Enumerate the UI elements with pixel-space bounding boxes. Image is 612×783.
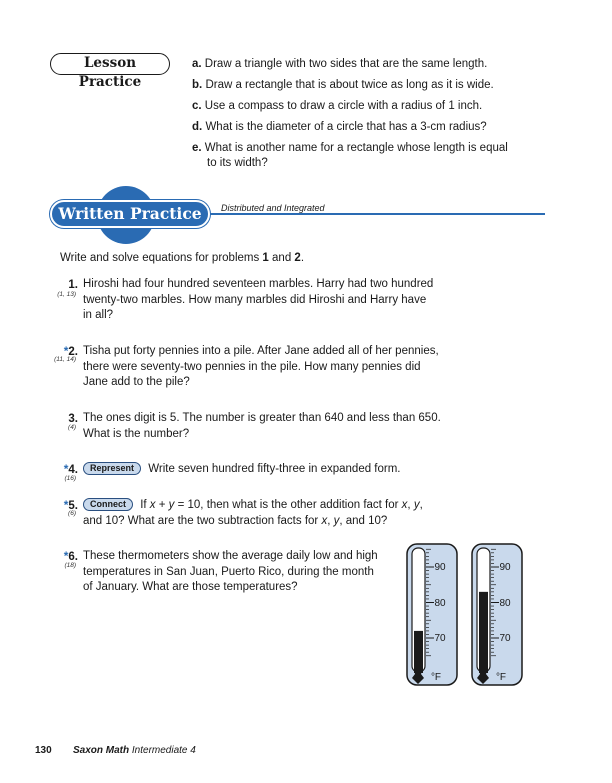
thermometer-low-graphic <box>406 543 458 686</box>
written-practice-badge: Written Practice <box>50 200 210 228</box>
problem-5-number: *5. <box>63 498 78 512</box>
problem-6-reference: (18) <box>64 562 76 569</box>
problem-3-number: 3. <box>68 413 78 425</box>
thermometer-low-label-80: 80 <box>434 598 446 609</box>
problem-4-text: Represent Write seven hundred fifty-three in expanded form. <box>83 462 401 478</box>
problem-4-number: *4. <box>63 462 78 476</box>
problem-2-reference: (11, 14) <box>54 356 76 363</box>
lesson-practice-badge: Lesson Practice <box>50 53 170 75</box>
problem-3-text: The ones digit is 5. The number is greater than 640 and less than 650. What is the number? <box>83 412 441 440</box>
lesson-practice-item-a: a. Draw a triangle with two sides that are the same length. <box>192 58 488 70</box>
problem-1-reference: (1, 13) <box>57 291 76 298</box>
thermometer-high-graphic <box>471 543 523 686</box>
problem-3-reference: (4) <box>68 424 76 431</box>
problem-1-number: 1. <box>68 279 78 291</box>
problem-2-number: *2. <box>63 344 78 358</box>
thermometer-low-label-90: 90 <box>434 562 446 573</box>
lesson-practice-item-d: d. What is the diameter of a circle that has a 3-cm radius? <box>192 121 487 133</box>
thermometer-high-mercury <box>479 592 488 673</box>
thermometer-low-label-70: 70 <box>434 633 446 644</box>
problem-5-reference: (6) <box>68 510 76 517</box>
thermometer-low-mercury <box>414 631 423 673</box>
problem-6-number: *6. <box>63 549 78 563</box>
book-title: Saxon Math Intermediate 4 <box>73 745 196 756</box>
problem-4-reference: (16) <box>64 475 76 482</box>
thermometer-high-label-90: 90 <box>499 562 511 573</box>
thermometer-low-unit: °F <box>430 672 442 683</box>
thermometer-high-label-80: 80 <box>499 598 511 609</box>
problem-2-text: Tisha put forty pennies into a pile. After Jane added all of her pennies, there were seventy-two pennies in the pile. How many pennies did Jane add to the pile? <box>83 345 439 388</box>
page-number: 130 <box>35 745 52 756</box>
thermometer-low <box>406 543 458 686</box>
lesson-practice-item-b: b. Draw a rectangle that is about twice as long as it is wide. <box>192 79 494 91</box>
written-practice-rule <box>205 213 545 215</box>
connect-tag: Connect <box>83 498 133 511</box>
thermometer-high-unit: °F <box>495 672 507 683</box>
thermometer-high-label-70: 70 <box>499 633 511 644</box>
written-practice-intro: Write and solve equations for problems 1 and 2. <box>60 252 305 264</box>
problem-6-text: These thermometers show the average daily low and high temperatures in San Juan, Puerto Rico, during the month of January. What are those temperatures? <box>83 550 378 593</box>
problem-5-text: Connect If x + y = 10, then what is the other addition fact for x, y, and 10? What are the two subtraction facts for x, y, and 10? <box>83 499 423 527</box>
written-practice-subtitle: Distributed and Integrated <box>221 203 325 213</box>
represent-tag: Represent <box>83 462 141 475</box>
lesson-practice-item-e: e. What is another name for a rectangle whose length is equal to its width? <box>192 142 508 169</box>
thermometer-high <box>471 543 523 686</box>
lesson-practice-item-c: c. Use a compass to draw a circle with a radius of 1 inch. <box>192 100 483 112</box>
problem-1-text: Hiroshi had four hundred seventeen marbles. Harry had two hundred twenty-two marbles. How many marbles did Hiroshi and Harry have in all? <box>83 278 434 321</box>
